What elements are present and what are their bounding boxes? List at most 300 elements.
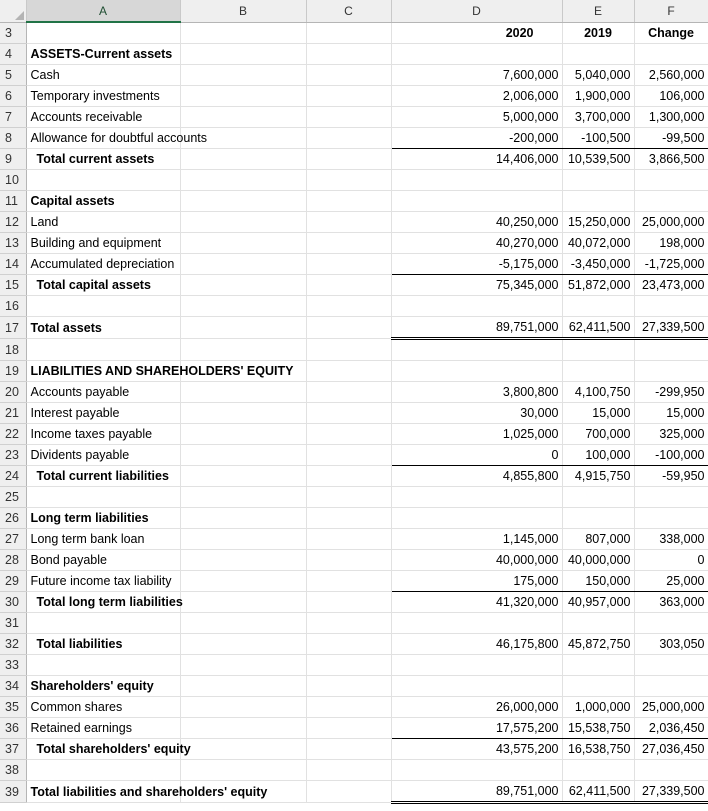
value-cell-g[interactable]: -1,725,000 (634, 254, 708, 275)
row-label-cell[interactable]: ASSETS-Current assets (26, 44, 180, 65)
value-cell-f[interactable]: -100,500 (562, 128, 634, 149)
table-row (0, 676, 708, 697)
cell[interactable] (180, 170, 306, 191)
row-header[interactable]: 7 (0, 107, 26, 128)
row-label-cell[interactable]: Shareholders' equity (26, 676, 180, 697)
table-row (0, 781, 708, 803)
value-cell-e[interactable] (391, 508, 562, 529)
value-cell-e[interactable] (391, 339, 562, 361)
cell[interactable] (306, 487, 391, 508)
row-label-cell[interactable]: Total shareholders' equity (26, 739, 180, 760)
cell[interactable] (306, 65, 391, 86)
table-row (0, 697, 708, 718)
value-cell-f[interactable]: 4,100,750 (562, 382, 634, 403)
value-cell-e[interactable]: -200,000 (391, 128, 562, 149)
value-cell-g[interactable]: 27,339,500 (634, 781, 708, 803)
table-row (0, 296, 708, 317)
cell[interactable] (306, 382, 391, 403)
table-row (0, 317, 708, 339)
row-header[interactable]: 39 (0, 781, 26, 803)
table-row (0, 424, 708, 445)
row-label-cell[interactable]: Bond payable (26, 550, 180, 571)
cell[interactable] (180, 613, 306, 634)
cell[interactable] (180, 592, 306, 613)
table-row (0, 592, 708, 613)
row-header[interactable]: 36 (0, 718, 26, 739)
cell[interactable] (180, 550, 306, 571)
value-cell-g[interactable]: 106,000 (634, 86, 708, 107)
value-cell-g[interactable] (634, 613, 708, 634)
column-header-e[interactable]: E (562, 0, 634, 22)
row-label-cell[interactable]: Allowance for doubtful accounts (26, 128, 180, 149)
cell[interactable] (180, 634, 306, 655)
value-cell-f[interactable] (562, 508, 634, 529)
row-label-cell[interactable]: Total capital assets (26, 275, 180, 296)
cell[interactable] (306, 592, 391, 613)
value-cell-g[interactable] (634, 339, 708, 361)
cell[interactable] (306, 170, 391, 191)
value-cell-g[interactable]: 3,866,500 (634, 149, 708, 170)
row-header[interactable]: 3 (0, 22, 26, 44)
value-cell-e[interactable]: 41,320,000 (391, 592, 562, 613)
row-header[interactable]: 28 (0, 550, 26, 571)
value-cell-f[interactable]: 16,538,750 (562, 739, 634, 760)
value-cell-f[interactable]: 100,000 (562, 445, 634, 466)
value-cell-g[interactable]: 303,050 (634, 634, 708, 655)
row-label-cell[interactable]: Accounts receivable (26, 107, 180, 128)
table-row (0, 445, 708, 466)
cell[interactable] (306, 149, 391, 170)
cell[interactable] (180, 403, 306, 424)
row-label-cell[interactable] (26, 339, 180, 361)
value-cell-f[interactable]: 150,000 (562, 571, 634, 592)
row-header[interactable]: 26 (0, 508, 26, 529)
row-label-cell[interactable]: Total current assets (26, 149, 180, 170)
value-cell-g[interactable]: 198,000 (634, 233, 708, 254)
row-header[interactable]: 22 (0, 424, 26, 445)
select-all-corner[interactable] (0, 0, 26, 22)
value-cell-e[interactable]: 14,406,000 (391, 149, 562, 170)
row-header[interactable]: 29 (0, 571, 26, 592)
value-cell-e[interactable] (391, 44, 562, 65)
value-cell-f[interactable] (562, 339, 634, 361)
value-cell-e[interactable]: 0 (391, 445, 562, 466)
cell[interactable] (306, 697, 391, 718)
value-cell-e[interactable] (391, 487, 562, 508)
value-cell-e[interactable]: 46,175,800 (391, 634, 562, 655)
value-cell-g[interactable] (634, 191, 708, 212)
table-row (0, 403, 708, 424)
value-cell-f[interactable]: 51,872,000 (562, 275, 634, 296)
value-cell-e[interactable] (391, 655, 562, 676)
cell[interactable] (180, 718, 306, 739)
cell[interactable] (180, 317, 306, 339)
row-header[interactable]: 17 (0, 317, 26, 339)
value-cell-g[interactable]: 2,036,450 (634, 718, 708, 739)
row-label-cell[interactable]: Accumulated depreciation (26, 254, 180, 275)
value-cell-g[interactable]: 338,000 (634, 529, 708, 550)
value-cell-f[interactable] (562, 296, 634, 317)
value-cell-g[interactable] (634, 170, 708, 191)
cell[interactable] (180, 529, 306, 550)
row-label-cell[interactable]: Total assets (26, 317, 180, 339)
cell[interactable] (306, 44, 391, 65)
row-label-cell[interactable]: Land (26, 212, 180, 233)
cell[interactable] (306, 317, 391, 339)
row-label-cell[interactable]: Total liabilities (26, 634, 180, 655)
value-cell-e[interactable]: 175,000 (391, 571, 562, 592)
row-header[interactable]: 32 (0, 634, 26, 655)
cell[interactable] (180, 22, 306, 44)
cell[interactable] (306, 107, 391, 128)
row-label-cell[interactable] (26, 170, 180, 191)
value-cell-g[interactable]: 23,473,000 (634, 275, 708, 296)
year-2020-header[interactable]: 2020 (391, 22, 562, 44)
value-cell-g[interactable] (634, 487, 708, 508)
row-label-cell[interactable] (26, 655, 180, 676)
value-cell-g[interactable]: 25,000,000 (634, 697, 708, 718)
row-header[interactable]: 31 (0, 613, 26, 634)
cell[interactable] (26, 22, 180, 44)
value-cell-f[interactable]: 807,000 (562, 529, 634, 550)
cell[interactable] (306, 424, 391, 445)
value-cell-f[interactable]: 4,915,750 (562, 466, 634, 487)
cell[interactable] (306, 128, 391, 149)
value-cell-f[interactable]: -3,450,000 (562, 254, 634, 275)
table-row (0, 508, 708, 529)
row-label-cell[interactable]: Cash (26, 65, 180, 86)
cell[interactable] (306, 718, 391, 739)
value-cell-g[interactable] (634, 296, 708, 317)
value-cell-e[interactable] (391, 361, 562, 382)
value-cell-g[interactable]: -99,500 (634, 128, 708, 149)
cell[interactable] (180, 739, 306, 760)
value-cell-f[interactable]: 40,957,000 (562, 592, 634, 613)
cell[interactable] (306, 254, 391, 275)
row-label-cell[interactable]: Interest payable (26, 403, 180, 424)
cell[interactable] (180, 212, 306, 233)
row-label-cell[interactable]: Temporary investments (26, 86, 180, 107)
row-label-cell[interactable]: Future income tax liability (26, 571, 180, 592)
value-cell-f[interactable]: 700,000 (562, 424, 634, 445)
column-header-row (0, 0, 708, 22)
row-label-cell[interactable]: Capital assets (26, 191, 180, 212)
value-cell-f[interactable] (562, 613, 634, 634)
value-cell-g[interactable]: -100,000 (634, 445, 708, 466)
cell[interactable] (180, 296, 306, 317)
value-cell-f[interactable]: 3,700,000 (562, 107, 634, 128)
value-cell-e[interactable]: 5,000,000 (391, 107, 562, 128)
table-row (0, 44, 708, 65)
value-cell-g[interactable]: -299,950 (634, 382, 708, 403)
table-row (0, 65, 708, 86)
value-cell-g[interactable] (634, 508, 708, 529)
row-header[interactable]: 9 (0, 149, 26, 170)
table-row (0, 655, 708, 676)
value-cell-g[interactable] (634, 361, 708, 382)
row-header[interactable]: 14 (0, 254, 26, 275)
value-cell-e[interactable]: 4,855,800 (391, 466, 562, 487)
value-cell-g[interactable]: 27,036,450 (634, 739, 708, 760)
cell[interactable] (306, 571, 391, 592)
row-label-cell[interactable]: Total current liabilities (26, 466, 180, 487)
column-header-b[interactable]: B (180, 0, 306, 22)
table-row (0, 275, 708, 296)
row-label-cell[interactable]: Building and equipment (26, 233, 180, 254)
table-row (0, 718, 708, 739)
value-cell-e[interactable]: 26,000,000 (391, 697, 562, 718)
value-cell-f[interactable] (562, 676, 634, 697)
cell[interactable] (180, 86, 306, 107)
row-label-cell[interactable] (26, 613, 180, 634)
value-cell-f[interactable] (562, 487, 634, 508)
row-header[interactable]: 16 (0, 296, 26, 317)
row-header[interactable]: 21 (0, 403, 26, 424)
value-cell-e[interactable]: 2,006,000 (391, 86, 562, 107)
value-cell-e[interactable]: 7,600,000 (391, 65, 562, 86)
cell[interactable] (180, 508, 306, 529)
value-cell-f[interactable]: 40,072,000 (562, 233, 634, 254)
row-header[interactable]: 8 (0, 128, 26, 149)
table-row (0, 571, 708, 592)
cell[interactable] (306, 466, 391, 487)
row-header[interactable]: 19 (0, 361, 26, 382)
row-label-cell[interactable]: Retained earnings (26, 718, 180, 739)
row-label-cell[interactable] (26, 760, 180, 781)
value-cell-e[interactable]: 3,800,800 (391, 382, 562, 403)
value-cell-g[interactable]: 2,560,000 (634, 65, 708, 86)
row-header[interactable]: 18 (0, 339, 26, 361)
column-header-f[interactable]: F (634, 0, 708, 22)
value-cell-g[interactable] (634, 44, 708, 65)
cell[interactable] (306, 361, 391, 382)
table-row (0, 550, 708, 571)
row-label-cell[interactable]: Long term liabilities (26, 508, 180, 529)
value-cell-f[interactable] (562, 44, 634, 65)
cell[interactable] (180, 44, 306, 65)
row-label-cell[interactable]: Common shares (26, 697, 180, 718)
cell[interactable] (306, 86, 391, 107)
row-label-cell[interactable]: Dividents payable (26, 445, 180, 466)
row-header[interactable]: 5 (0, 65, 26, 86)
value-cell-f[interactable]: 10,539,500 (562, 149, 634, 170)
cell[interactable] (180, 760, 306, 781)
row-label-cell[interactable] (26, 296, 180, 317)
value-cell-g[interactable]: 363,000 (634, 592, 708, 613)
value-cell-e[interactable]: 89,751,000 (391, 781, 562, 803)
table-row (0, 339, 708, 361)
row-header[interactable]: 13 (0, 233, 26, 254)
row-header[interactable]: 25 (0, 487, 26, 508)
value-cell-g[interactable]: -59,950 (634, 466, 708, 487)
cell[interactable] (180, 149, 306, 170)
cell[interactable] (306, 676, 391, 697)
table-row (0, 233, 708, 254)
cell[interactable] (306, 613, 391, 634)
table-row (0, 634, 708, 655)
cell[interactable] (180, 697, 306, 718)
value-cell-e[interactable]: 30,000 (391, 403, 562, 424)
value-cell-f[interactable]: 1,900,000 (562, 86, 634, 107)
cell[interactable] (180, 424, 306, 445)
table-row (0, 529, 708, 550)
value-cell-f[interactable] (562, 191, 634, 212)
row-label-cell[interactable]: Total long term liabilities (26, 592, 180, 613)
row-header[interactable]: 20 (0, 382, 26, 403)
row-label-cell[interactable]: Income taxes payable (26, 424, 180, 445)
row-label-cell[interactable]: Total liabilities and shareholders' equity (26, 781, 180, 803)
cell[interactable] (306, 655, 391, 676)
cell[interactable] (306, 22, 391, 44)
value-cell-f[interactable] (562, 170, 634, 191)
cell[interactable] (306, 296, 391, 317)
cell[interactable] (306, 212, 391, 233)
cell[interactable] (180, 466, 306, 487)
table-row (0, 382, 708, 403)
cell[interactable] (180, 65, 306, 86)
row-header[interactable]: 24 (0, 466, 26, 487)
table-row (0, 613, 708, 634)
row-header[interactable]: 10 (0, 170, 26, 191)
row-header[interactable]: 27 (0, 529, 26, 550)
value-cell-g[interactable]: 1,300,000 (634, 107, 708, 128)
column-header-a[interactable]: A (26, 0, 180, 22)
value-cell-e[interactable] (391, 191, 562, 212)
row-header[interactable]: 4 (0, 44, 26, 65)
table-row (0, 361, 708, 382)
cell[interactable] (306, 760, 391, 781)
cell[interactable] (306, 233, 391, 254)
row-header[interactable]: 37 (0, 739, 26, 760)
value-cell-e[interactable]: -5,175,000 (391, 254, 562, 275)
value-cell-e[interactable] (391, 613, 562, 634)
table-row (0, 128, 708, 149)
row-label-cell[interactable]: Accounts payable (26, 382, 180, 403)
value-cell-e[interactable]: 17,575,200 (391, 718, 562, 739)
table-row (0, 466, 708, 487)
value-cell-f[interactable] (562, 361, 634, 382)
value-cell-f[interactable]: 40,000,000 (562, 550, 634, 571)
value-cell-e[interactable]: 43,575,200 (391, 739, 562, 760)
cell[interactable] (306, 781, 391, 803)
cell[interactable] (306, 739, 391, 760)
table-row (0, 760, 708, 781)
value-cell-g[interactable]: 15,000 (634, 403, 708, 424)
value-cell-g[interactable]: 0 (634, 550, 708, 571)
value-cell-e[interactable] (391, 760, 562, 781)
cell[interactable] (180, 233, 306, 254)
value-cell-e[interactable]: 1,025,000 (391, 424, 562, 445)
table-row (0, 487, 708, 508)
cell[interactable] (306, 275, 391, 296)
value-cell-e[interactable]: 75,345,000 (391, 275, 562, 296)
cell[interactable] (306, 508, 391, 529)
value-cell-g[interactable] (634, 760, 708, 781)
value-cell-f[interactable] (562, 655, 634, 676)
cell[interactable] (180, 191, 306, 212)
value-cell-e[interactable]: 40,270,000 (391, 233, 562, 254)
row-label-cell[interactable]: LIABILITIES AND SHAREHOLDERS' EQUITY (26, 361, 180, 382)
value-cell-g[interactable]: 27,339,500 (634, 317, 708, 339)
change-header[interactable]: Change (634, 22, 708, 44)
value-cell-e[interactable]: 40,000,000 (391, 550, 562, 571)
column-header-d[interactable]: D (391, 0, 562, 22)
value-cell-f[interactable]: 62,411,500 (562, 317, 634, 339)
value-cell-f[interactable] (562, 760, 634, 781)
row-label-cell[interactable] (26, 487, 180, 508)
table-row (0, 107, 708, 128)
year-2019-header[interactable]: 2019 (562, 22, 634, 44)
value-cell-g[interactable]: 325,000 (634, 424, 708, 445)
table-row (0, 170, 708, 191)
cell[interactable] (180, 571, 306, 592)
value-cell-e[interactable] (391, 170, 562, 191)
cell[interactable] (306, 550, 391, 571)
cell[interactable] (306, 339, 391, 361)
row-header[interactable]: 34 (0, 676, 26, 697)
value-cell-f[interactable]: 15,250,000 (562, 212, 634, 233)
cell[interactable] (306, 403, 391, 424)
row-header[interactable]: 33 (0, 655, 26, 676)
row-header[interactable]: 15 (0, 275, 26, 296)
cell[interactable] (180, 445, 306, 466)
cell[interactable] (180, 487, 306, 508)
row-header[interactable]: 23 (0, 445, 26, 466)
value-cell-g[interactable] (634, 655, 708, 676)
table-row (0, 86, 708, 107)
value-cell-g[interactable]: 25,000,000 (634, 212, 708, 233)
value-cell-e[interactable] (391, 676, 562, 697)
value-cell-f[interactable]: 15,538,750 (562, 718, 634, 739)
value-cell-f[interactable]: 5,040,000 (562, 65, 634, 86)
cell[interactable] (306, 634, 391, 655)
cell[interactable] (180, 254, 306, 275)
cell[interactable] (180, 382, 306, 403)
header-data-row (0, 22, 708, 44)
value-cell-g[interactable] (634, 676, 708, 697)
value-cell-f[interactable]: 15,000 (562, 403, 634, 424)
cell[interactable] (306, 191, 391, 212)
table-row (0, 254, 708, 275)
cell[interactable] (306, 529, 391, 550)
table-row (0, 149, 708, 170)
value-cell-e[interactable]: 40,250,000 (391, 212, 562, 233)
table-row (0, 191, 708, 212)
row-label-cell[interactable]: Long term bank loan (26, 529, 180, 550)
row-header[interactable]: 11 (0, 191, 26, 212)
cell[interactable] (180, 275, 306, 296)
cell[interactable] (306, 445, 391, 466)
value-cell-f[interactable]: 62,411,500 (562, 781, 634, 803)
cell[interactable] (180, 655, 306, 676)
column-header-c[interactable]: C (306, 0, 391, 22)
cell[interactable] (180, 339, 306, 361)
cell[interactable] (180, 676, 306, 697)
row-header[interactable]: 12 (0, 212, 26, 233)
value-cell-e[interactable] (391, 296, 562, 317)
row-header[interactable]: 38 (0, 760, 26, 781)
cell[interactable] (180, 107, 306, 128)
row-header[interactable]: 6 (0, 86, 26, 107)
row-header[interactable]: 30 (0, 592, 26, 613)
value-cell-e[interactable]: 1,145,000 (391, 529, 562, 550)
value-cell-f[interactable]: 45,872,750 (562, 634, 634, 655)
value-cell-g[interactable]: 25,000 (634, 571, 708, 592)
value-cell-e[interactable]: 89,751,000 (391, 317, 562, 339)
table-row (0, 212, 708, 233)
row-header[interactable]: 35 (0, 697, 26, 718)
value-cell-f[interactable]: 1,000,000 (562, 697, 634, 718)
